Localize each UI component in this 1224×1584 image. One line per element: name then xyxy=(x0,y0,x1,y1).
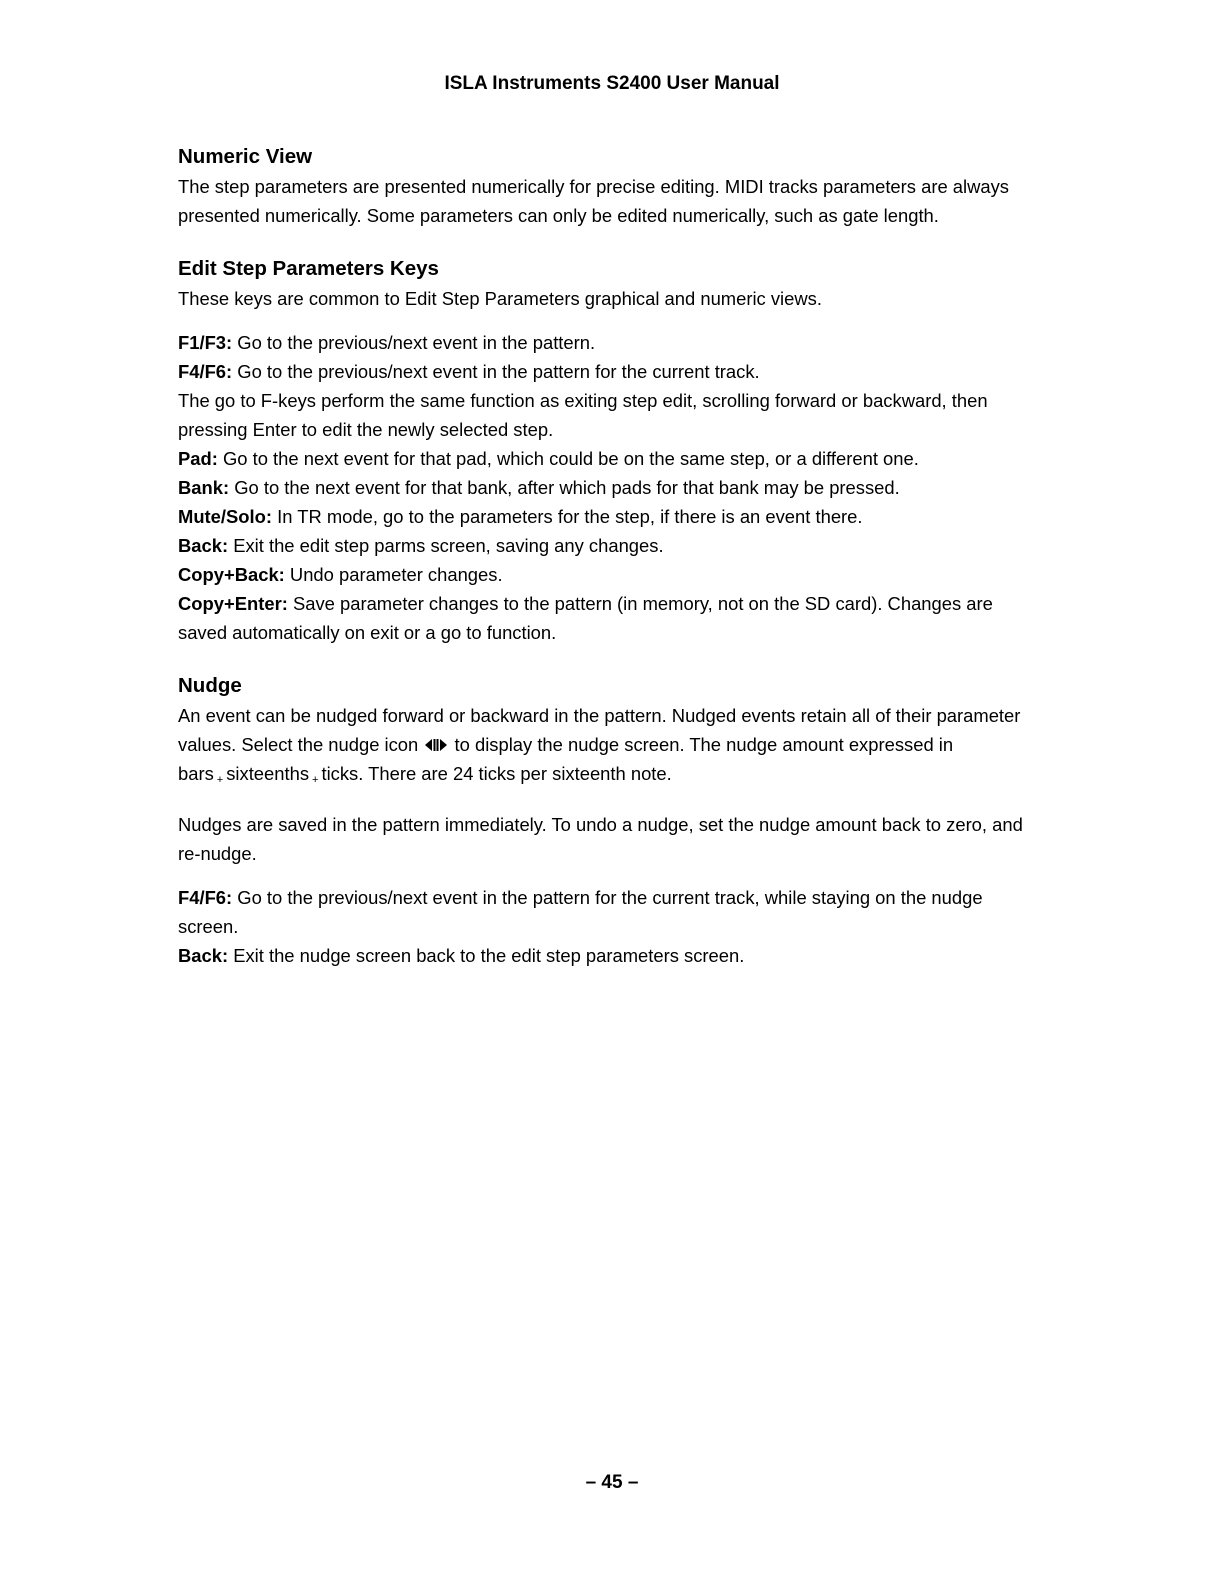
key-desc: Go to the next event for that bank, after which pads for that bank may be pressed. xyxy=(229,477,900,498)
key-label: Copy+Back: xyxy=(178,564,285,585)
key-label: Mute/Solo: xyxy=(178,506,272,527)
nudge-keys-list xyxy=(178,883,1028,970)
key-desc: In TR mode, go to the parameters for the step, if there is an event there. xyxy=(271,506,863,527)
page-header: ISLA Instruments S2400 User Manual xyxy=(444,73,780,94)
nudge-intro-text-1: An event can be nudged forward or backward in the pattern. Nudged events retain all of their parameter values. Select the nudge icon xyxy=(178,705,1021,755)
goto-note: The go to F-keys perform the same function as exiting step edit, scrolling forward or backward, then pressing Enter to edit the newly selected step. xyxy=(178,390,988,440)
key-label: F4/F6: xyxy=(178,361,233,382)
key-desc: Exit the edit step parms screen, saving any changes. xyxy=(228,535,664,556)
key-item-f4f6 xyxy=(178,357,1028,386)
key-label: F4/F6: xyxy=(178,887,233,908)
nudge-intro xyxy=(178,701,1028,795)
plus-symbol: + xyxy=(216,774,224,786)
key-item-pad xyxy=(178,444,1028,473)
key-desc: Undo parameter changes. xyxy=(284,564,503,585)
key-item-mute-solo xyxy=(178,502,1028,531)
edit-keys-list xyxy=(178,328,1028,647)
nudge-key-f4f6 xyxy=(178,883,1028,941)
nudge-icon xyxy=(425,738,447,752)
edit-keys-intro: These keys are common to Edit Step Parameters graphical and numeric views. xyxy=(178,288,822,309)
edit-keys-heading: Edit Step Parameters Keys xyxy=(178,257,439,280)
nudge-key-back xyxy=(178,941,1028,970)
key-label: Back: xyxy=(178,945,229,966)
key-desc: Save parameter changes to the pattern (in memory, not on the SD card). Changes are saved automatically on exit or a go to function. xyxy=(178,593,993,643)
key-item-copy-enter xyxy=(178,589,1028,647)
nudge-intro-text-2: to display the nudge screen. The nudge amount expressed in bars xyxy=(178,734,954,784)
key-item-back xyxy=(178,531,1028,560)
numeric-view-body: The step parameters are presented numerically for precise editing. MIDI tracks parameters are always presented numerically. Some parameters can only be edited numerically, such as gate length. xyxy=(178,176,1009,226)
page-number: – 45 – xyxy=(585,1472,639,1493)
key-desc: Go to the previous/next event in the pattern for the current track. xyxy=(232,361,760,382)
key-item-f1f3 xyxy=(178,328,1028,357)
nudge-intro-text-4: ticks. There are 24 ticks per sixteenth note. xyxy=(321,763,672,784)
page-content xyxy=(178,142,1028,970)
key-desc: Go to the previous/next event in the pattern. xyxy=(232,332,596,353)
key-desc: Go to the previous/next event in the pattern for the current track, while staying on the nudge screen. xyxy=(178,887,983,937)
nudge-heading: Nudge xyxy=(178,674,242,697)
plus-symbol: + xyxy=(312,774,319,786)
key-item-bank xyxy=(178,473,1028,502)
key-item-copy-back xyxy=(178,560,1028,589)
key-label: Pad: xyxy=(178,448,218,469)
key-label: F1/F3: xyxy=(178,332,233,353)
key-label: Bank: xyxy=(178,477,230,498)
key-desc: Exit the nudge screen back to the edit step parameters screen. xyxy=(228,945,745,966)
key-label: Copy+Enter: xyxy=(178,593,288,614)
key-desc: Go to the next event for that pad, which could be on the same step, or a different one. xyxy=(217,448,919,469)
nudge-intro-text-3: sixteenths xyxy=(226,763,310,784)
numeric-view-heading: Numeric View xyxy=(178,145,313,168)
nudge-undo-note: Nudges are saved in the pattern immediately. To undo a nudge, set the nudge amount back to zero, and re-nudge. xyxy=(178,814,1023,864)
key-label: Back: xyxy=(178,535,229,556)
